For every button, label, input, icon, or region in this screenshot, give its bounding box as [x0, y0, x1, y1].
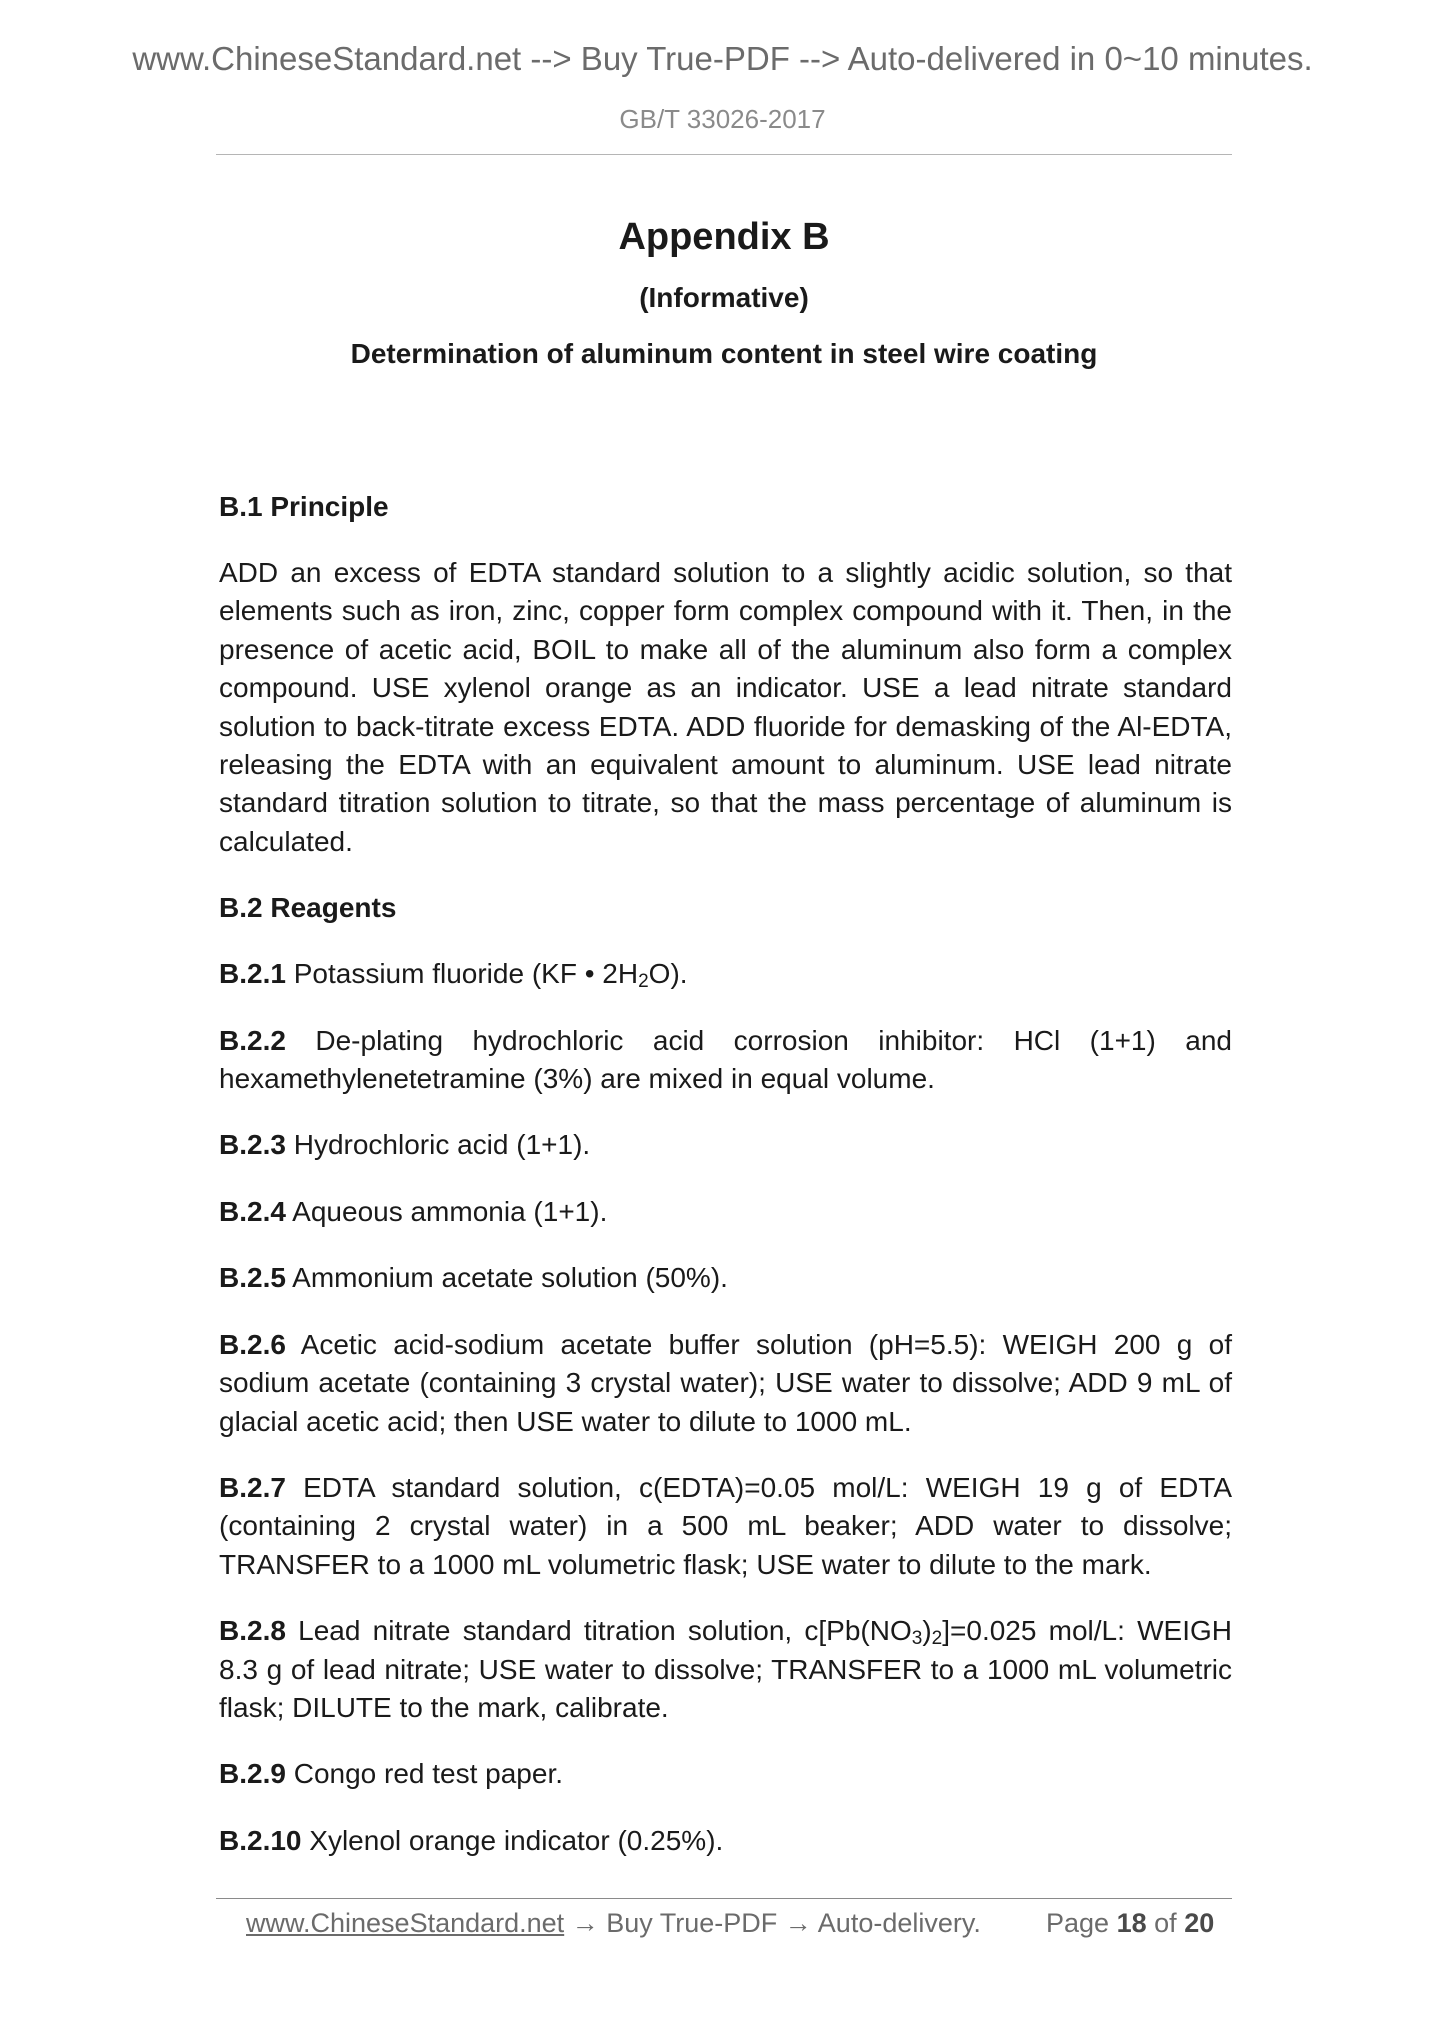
footer-delivery-text: Auto-delivery. [817, 1908, 981, 1938]
reagent-item: B.2.2 De-plating hydrochloric acid corrosion inhibitor: HCl (1+1) and hexamethylenetetramine (3%) are mixed in equal volume. [219, 1024, 1232, 1095]
arrow-right-icon: → [784, 1908, 812, 1938]
footer-buy-text: Buy True-PDF [606, 1908, 778, 1938]
reagent-number: B.2.3 [219, 1129, 286, 1161]
reagent-number: B.2.4 [219, 1195, 286, 1227]
reagent-number: B.2.2 [219, 1024, 286, 1056]
reagent-item: B.2.1 Potassium fluoride (KF • $2H_2O$). [219, 958, 688, 993]
page-number: Page 18 of 20 [1046, 1908, 1215, 1938]
reagent-item: B.2.7 EDTA standard solution, c(EDTA)=0.05 mol/L: WEIGH 19 g of EDTA (containing 2 crystal water) in a 500 mL beaker; ADD water to dissolve; TRANSFER to a 1000 mL volumetric flask; USE water to dilute to the mark. [219, 1471, 1232, 1580]
reagent-item: B.2.8 Lead nitrate standard titration solution, $c[Pb(NO_3)_2]=0.025$ mol/L: WEIGH 8.3 g of lead nitrate; USE water to dissolve; TRANSFER to a 1000 mL volumetric flask; DILUTE to the mark, calibrate. [219, 1615, 1233, 1723]
document-body [219, 488, 1232, 1888]
section-heading-b1: B.1 Principle [219, 491, 389, 522]
reagent-item: B.2.3 Hydrochloric acid (1+1). [219, 1129, 591, 1161]
reagent-item: B.2.5 Ammonium acetate solution (50%). [219, 1262, 728, 1294]
reagent-number: B.2.7 [219, 1471, 286, 1503]
reagent-item: B.2.9 Congo red test paper. [219, 1758, 564, 1790]
principle-paragraph: ADD an excess of EDTA standard solution to a slightly acidic solution, so that elements such as iron, zinc, copper form complex compound with it. Then, in the presence of acetic acid, BOIL to make all of the aluminum also form a complex compound. USE xylenol orange as an indicator. USE a lead nitrate standard solution to back-titrate excess EDTA. ADD fluoride for demasking of the Al-EDTA, releasing the EDTA with an equivalent amount to aluminum. USE lead nitrate standard titration solution to titrate, so that the mass percentage of aluminum is calculated. [219, 557, 1232, 857]
reagent-number: B.2.10 [219, 1824, 302, 1856]
reagent-number: B.2.1 [219, 958, 286, 990]
appendix-title-block [216, 212, 1232, 372]
reagent-number: B.2.9 [219, 1758, 286, 1790]
reagent-item: B.2.10 Xylenol orange indicator (0.25%). [219, 1824, 724, 1856]
reagent-number: B.2.5 [219, 1262, 286, 1294]
appendix-title: Appendix B [618, 216, 830, 258]
header-divider [216, 154, 1232, 155]
reagent-number: B.2.8 [219, 1615, 286, 1647]
reagent-item: B.2.6 Acetic acid-sodium acetate buffer solution (pH=5.5): WEIGH 200 g of sodium acetate (containing 3 crystal water); USE water to dissolve; ADD 9 mL of glacial acetic acid; then USE water to dilute to 1000 mL. [219, 1328, 1232, 1437]
reagent-number: B.2.6 [219, 1328, 286, 1360]
footer-site-link[interactable]: www.ChineseStandard.net [246, 1908, 565, 1938]
header-banner: www.ChineseStandard.net --> Buy True-PDF --> Auto-delivered in 0~10 minutes. [132, 40, 1313, 77]
page-footer [246, 1908, 1232, 1948]
footer-divider [216, 1898, 1232, 1899]
appendix-description: Determination of aluminum content in steel wire coating [350, 338, 1098, 369]
standard-code: GB/T 33026-2017 [619, 104, 826, 134]
section-heading-b2: B.2 Reagents [219, 892, 397, 924]
reagent-item: B.2.4 Aqueous ammonia (1+1). [219, 1195, 608, 1227]
arrow-right-icon: → [571, 1908, 599, 1938]
appendix-subtitle: (Informative) [639, 282, 809, 313]
